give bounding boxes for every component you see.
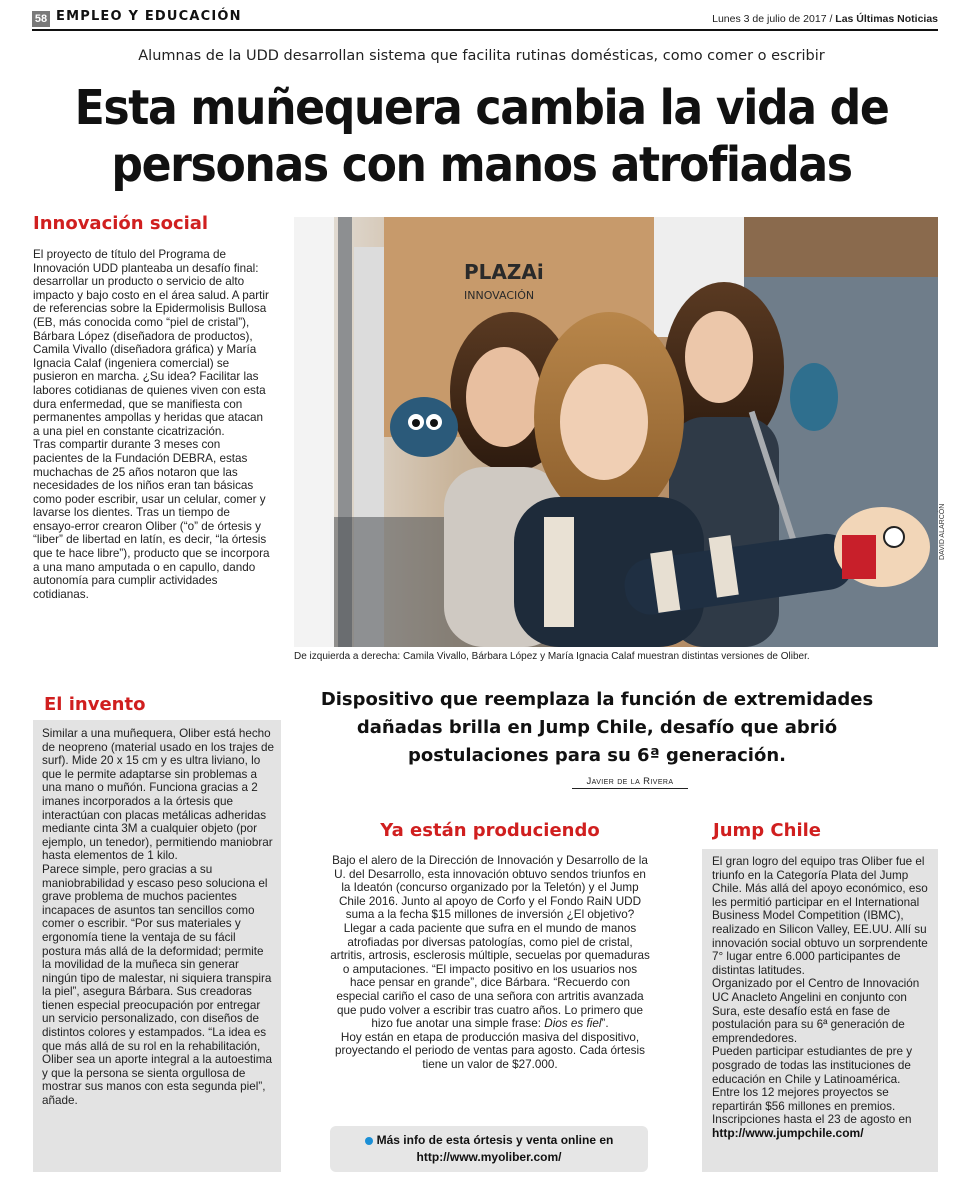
issue-date: Lunes 3 de julio de 2017 /: [712, 13, 833, 25]
jump-heading: Jump Chile: [713, 820, 821, 841]
produciendo-quote: Dios es fiel: [544, 1017, 602, 1031]
jump-paragraph: El gran logro del equipo tras Oliber fue el triunfo en la Categoría Plata del Jump Chile. Más allá del apoyo económico, eso les permitió participar en el International Business Model Competition (IBMC), realizado en Silicon Valley, EE.UU. Allí su innovación social obtuvo un sorprendente 7° lugar entre 6.000 participantes de distintas latitudes.: [712, 855, 928, 977]
innovacion-paragraph: El proyecto de título del Programa de Innovación UDD planteaba un desafío final: desarrollar un producto o servicio de alto impacto y bajo costo en el área salud. A partir de referencias sobre la Epidermolisis Bullosa (EB, más conocida como “piel de cristal”), Bárbara López (diseñadora de productos), Camila Vivallo (diseñadora gráfica) y María Ignacia Calaf (ingeniera comercial) se pusieron en marcha. ¿Su idea? Facilitar las labores cotidianas de quienes viven con esta dura enfermedad, que se manifiesta con permanentes ampollas y heridas que atacan a una piel en constante cicatrización.: [33, 248, 269, 438]
info-text: Más info de esta órtesis y venta online en: [376, 1133, 614, 1147]
produciendo-paragraph: [330, 854, 650, 1031]
info-box: [330, 1126, 648, 1172]
produciendo-text: Bajo el alero de la Dirección de Innovación y Desarrollo de la U. del Desarrollo, esta innovación obtuvo sendos triunfos en la Ideatón (concurso organizado por la Teletón) y el Jump Chile 2016. Junto al apoyo de Corfo y el Fondo RaiN UDD suma a la fecha $15 millones de inversión ¿El objetivo? Llegar a cada paciente que sufra en el mundo de manos atrofiadas por diversas patologías, como piel de cristal, artritis, artrosis, esclerosis múltiple, secuelas por quemaduras o amputaciones. “El impacto positivo en los usuarios nos hace pensar en grande”, dice Bárbara. “Recuerdo con especial cariño el caso de una señora con artritis avanzada que pudo volver a escribir tras cuatro años. Lo primero que hizo fue anotar una simple frase:: [330, 854, 650, 1031]
page-number: 58: [32, 11, 50, 27]
myoliber-link[interactable]: http://www.myoliber.com/: [416, 1150, 562, 1164]
innovacion-heading: Innovación social: [33, 213, 209, 234]
jump-paragraph: Organizado por el Centro de Innovación UC Anacleto Angelini en conjunto con Sura, este desafío está en fase de postulación para su 6ª generación de emprendedores.: [712, 977, 920, 1045]
produciendo-body: [330, 854, 650, 1072]
article-photo: [294, 217, 938, 647]
header-rule: [32, 29, 938, 31]
produciendo-paragraph: Hoy están en etapa de producción masiva del dispositivo, proyectando el periodo de ventas para agosto. Cada órtesis tiene un valor de $27.000.: [335, 1030, 645, 1071]
photo-illustration: [294, 217, 938, 647]
photo-sign-subtext: INNOVACIÓN: [464, 289, 535, 302]
innovacion-body: [33, 248, 271, 601]
jump-paragraph: Entre los 12 mejores proyectos se repartirán $56 millones en premios. Inscripciones hasta el 23 de agosto en: [712, 1086, 912, 1127]
invento-body: [42, 727, 274, 1108]
produciendo-quote-end: ”.: [601, 1017, 609, 1031]
innovacion-paragraph: Tras compartir durante 3 meses con pacientes de la Fundación DEBRA, estas muchachas de 25 años notaron que las necesidades de los niños eran tan básicas como poder escribir, usar un celular, comer y lavarse los dientes. Tras un tiempo de ensayo-error crearon Oliber (“o” de órtesis y “liber” de libertad en latín, es decir, “la órtesis que te hace libre”), producto que se incorpora a una mano amputada o en capullo, dando autonomía para cumplir actividades cotidianas.: [33, 438, 270, 601]
jumpchile-link[interactable]: http://www.jumpchile.com/: [712, 1125, 864, 1140]
photo-caption: De izquierda a derecha: Camila Vivallo, Bárbara López y María Ignacia Calaf muestran distintas versiones de Oliber.: [294, 651, 810, 662]
jump-body: [712, 855, 932, 1140]
photo-sign-text: PLAZAi: [464, 260, 544, 284]
invento-paragraph: Parece simple, pero gracias a su maniobrabilidad y escaso peso soluciona el grave problema de muchos pacientes incapaces de asuntos tan sencillos como comer o escribir. “Por sus materiales y ergonomía tiene la ventaja de su fácil postura más allá de la deformidad; permite la movilidad de la muñeca sin generar ningún tipo de malestar, ni siquiera transpira la piel”, asegura Bárbara. Sus creadoras tienen especial preocupación por entregar un servicio personalizado, con diseños de distintos colores y estampados. “La idea es que más allá de su rol en la rehabilitación, Oliber sea un aporte integral a la autoestima y que la persona se sienta orgullosa de mostrar sus manos con esta segunda piel”, añade.: [42, 862, 272, 1108]
article-kicker: Alumnas de la UDD desarrollan sistema que facilita rutinas domésticas, como comer o escribir: [138, 48, 825, 64]
article-headline: Esta muñequera cambia la vida de personas con manos atrofiadas: [74, 80, 889, 193]
bullet-dot-icon: [365, 1137, 373, 1145]
jump-paragraph: Pueden participar estudiantes de pre y posgrado de todas las instituciones de educación en Chile y Latinoamérica.: [712, 1045, 913, 1086]
article-byline: Javier de la Rivera: [572, 776, 688, 789]
section-title: EMPLEO Y EDUCACIÓN: [56, 9, 242, 24]
dateline: [712, 13, 938, 25]
produciendo-heading: Ya están produciendo: [380, 820, 600, 841]
article-deck: Dispositivo que reemplaza la función de extremidades dañadas brilla en Jump Chile, desafío que abrió postulaciones para su 6ª generación.: [320, 689, 874, 766]
invento-heading: El invento: [44, 694, 146, 715]
publication-name: Las Últimas Noticias: [835, 13, 938, 25]
invento-paragraph: Similar a una muñequera, Oliber está hecho de neopreno (material usado en los trajes de surf). Mide 20 x 15 cm y es ultra liviano, lo que le permite adaptarse sin problemas a una mano o muñón. Funciona gracias a 2 imanes incorporados a la órtesis que interactúan con placas metálicas adheridas mediante cinta 3M a cualquier objeto (por ejemplo, un tenedor), permitiendo maniobrar hasta elementos de 1 kilo.: [42, 727, 274, 863]
photo-credit: DAVID ALARCÓN: [939, 503, 946, 560]
